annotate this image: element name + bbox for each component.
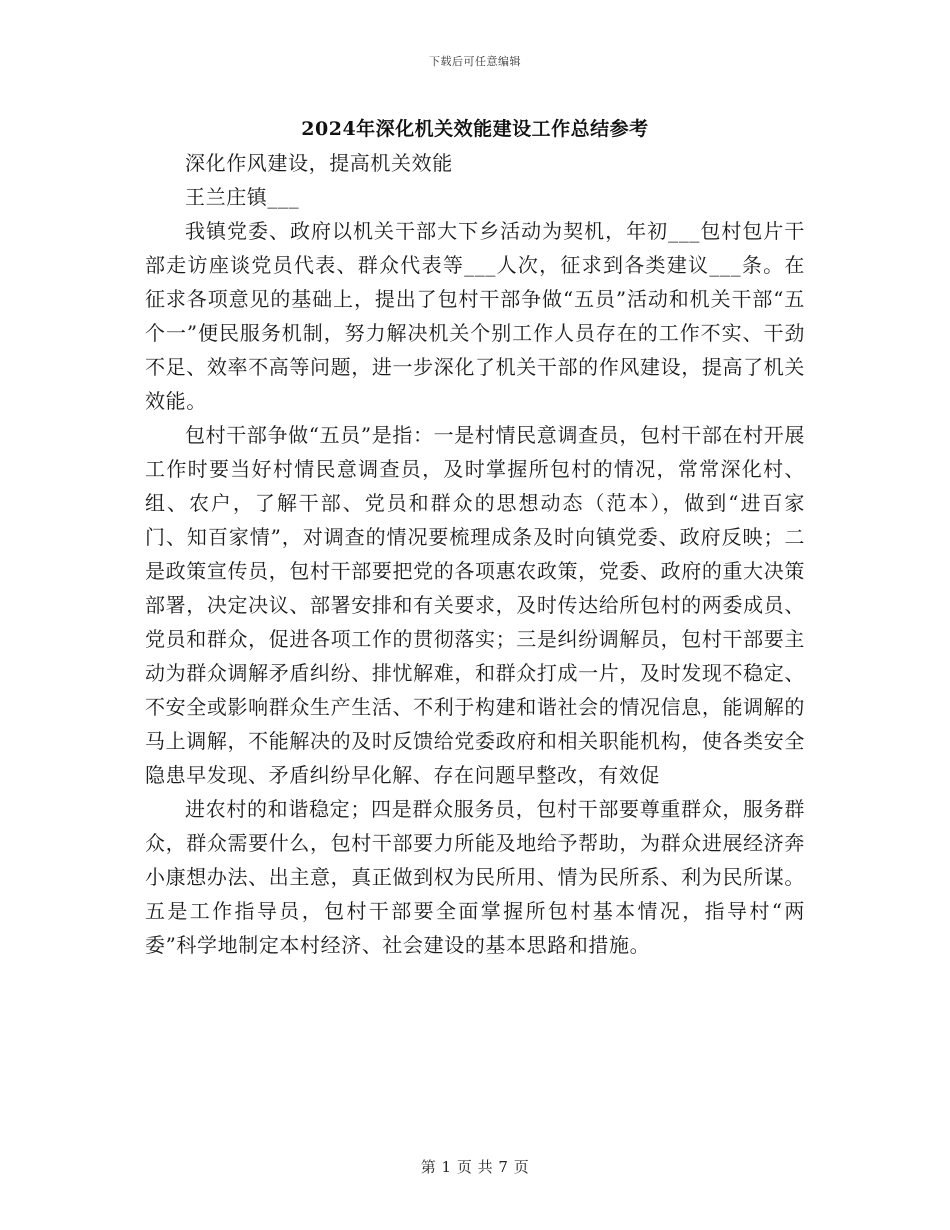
document-title: 2024年深化机关效能建设工作总结参考: [301, 118, 649, 140]
document-subtitle: 深化作风建设，提高机关效能: [185, 151, 453, 175]
header-note: 下载后可任意编辑: [429, 55, 521, 68]
paragraph: 我镇党委、政府以机关干部大下乡活动为契机，年初___包村包片干部走访座谈党员代表、群众代表等___人次，征求到各类建议___条。在征求各项意见的基础上，提出了包村干部争做“五员”活动和机关干部“五个一”便民服务机制，努力解决机关个别工作人员存在的工作不实、干劲不足、效率不高等问题，进一步深化了机关干部的作风建设，提高了机关效能。: [145, 219, 805, 413]
document-author: 王兰庄镇___: [185, 185, 300, 209]
document-body: [145, 146, 805, 962]
paragraph: 包村干部争做“五员”是指：一是村情民意调查员，包村干部在村开展工作时要当好村情民意调查员，及时掌握所包村的情况，常常深化村、组、农户，了解干部、党员和群众的思想动态（范本），做到“进百家门、知百家情”，对调查的情况要梳理成条及时向镇党委、政府反映；二是政策宣传员，包村干部要把党的各项惠农政策，党委、政府的重大决策部署，决定决议、部署安排和有关要求，及时传达给所包村的两委成员、党员和群众，促进各项工作的贯彻落实；三是纠纷调解员，包村干部要主动为群众调解矛盾纠纷、排忧解难，和群众打成一片，及时发现不稳定、不安全或影响群众生产生活、不利于构建和谐社会的情况信息，能调解的马上调解，不能解决的及时反馈给党委政府和相关职能机构，使各类安全隐患早发现、矛盾纠纷早化解、存在问题早整改，有效促: [145, 423, 805, 787]
page-indicator: 第 1 页 共 7 页: [420, 1158, 530, 1176]
paragraph: 进农村的和谐稳定；四是群众服务员，包村干部要尊重群众，服务群众，群众需要什么，包村干部要力所能及地给予帮助，为群众进展经济奔小康想办法、出主意，真正做到权为民所用、情为民所系、利为民所谋。五是工作指导员，包村干部要全面掌握所包村基本情况，指导村“两委”科学地制定本村经济、社会建设的基本思路和措施。: [145, 797, 805, 957]
